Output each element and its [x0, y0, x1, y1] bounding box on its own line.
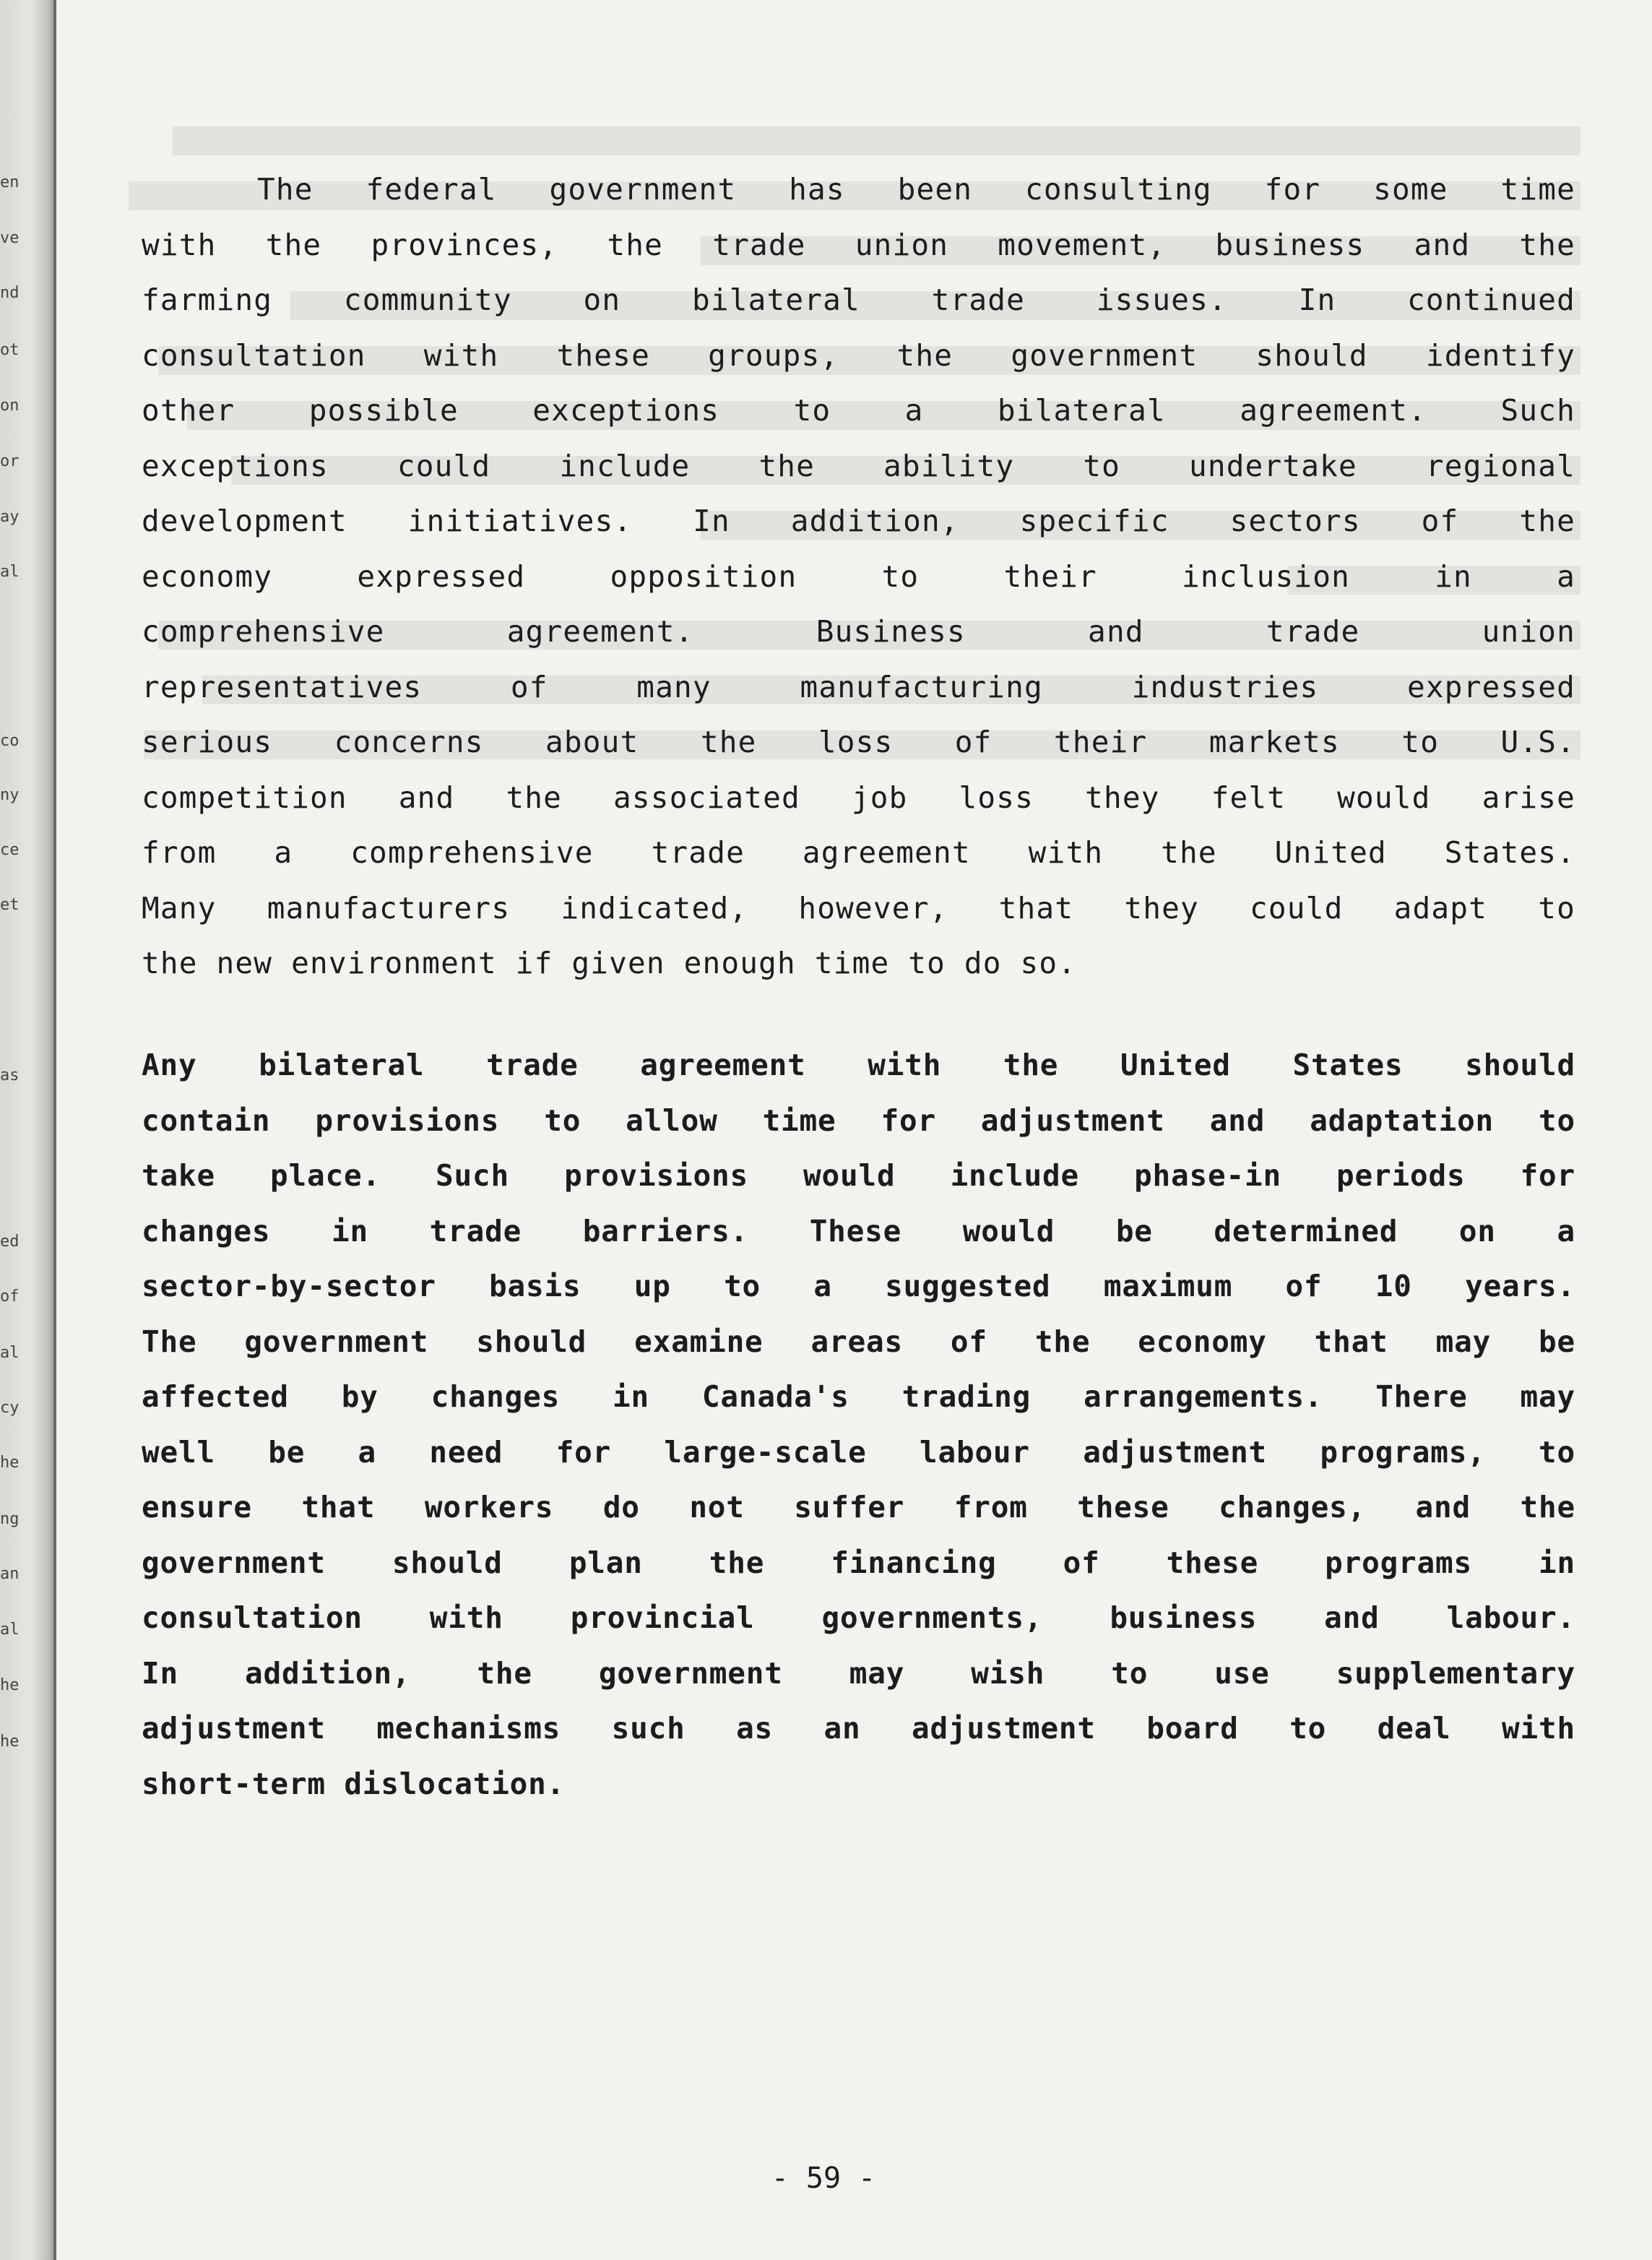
- text-line: adjustment mechanisms such as an adjustment board to deal with: [142, 1711, 1575, 1746]
- text-line: representatives of many manufacturing industries expressed: [142, 669, 1575, 704]
- margin-fragment: ed: [0, 1233, 19, 1251]
- margin-fragment: al: [0, 1344, 19, 1362]
- text-line: ensure that workers do not suffer from these changes, and the: [142, 1490, 1575, 1524]
- text-line: short-term dislocation.: [142, 1766, 566, 1801]
- margin-fragment: al: [0, 1621, 19, 1639]
- margin-fragment: or: [0, 452, 19, 470]
- text-line: affected by changes in Canada's trading arrangements. There may: [142, 1379, 1575, 1414]
- margin-fragment: ce: [0, 841, 19, 859]
- margin-fragment: co: [0, 732, 19, 750]
- margin-fragment: cy: [0, 1399, 19, 1417]
- margin-fragment: ve: [0, 229, 19, 247]
- margin-fragment: he: [0, 1454, 19, 1472]
- margin-fragment: an: [0, 1565, 19, 1583]
- margin-fragment: ng: [0, 1510, 19, 1528]
- margin-fragment: al: [0, 563, 19, 581]
- margin-fragment: ot: [0, 341, 19, 359]
- text-line: with the provinces, the trade union movement, business and the: [142, 227, 1575, 262]
- text-line: exceptions could include the ability to undertake regional: [142, 448, 1575, 483]
- text-line: the new environment if given enough time to do so.: [142, 946, 1077, 980]
- page-number: - 59 -: [771, 2162, 876, 2195]
- text-line: Any bilateral trade agreement with the United States should: [142, 1048, 1575, 1082]
- text-line: consultation with these groups, the government should identify: [142, 337, 1575, 373]
- margin-fragment: as: [0, 1066, 19, 1084]
- text-line: Many manufacturers indicated, however, that they could adapt to: [142, 890, 1575, 926]
- text-line: sector-by-sector basis up to a suggested maximum of 10 years.: [142, 1269, 1575, 1303]
- document-page: [56, 0, 1652, 2260]
- text-line: comprehensive agreement. Business and trade union: [142, 614, 1575, 649]
- text-line: well be a need for large-scale labour adjustment programs, to: [142, 1434, 1575, 1470]
- margin-fragment: he: [0, 1676, 19, 1694]
- text-line: The federal government has been consulting for some time: [257, 172, 1575, 207]
- margin-fragment: nd: [0, 284, 19, 302]
- margin-fragment: he: [0, 1733, 19, 1751]
- margin-fragment: ay: [0, 508, 19, 526]
- margin-fragment: en: [0, 173, 19, 191]
- text-line: competition and the associated job loss they felt would arise: [142, 780, 1575, 815]
- text-line: In addition, the government may wish to use supplementary: [142, 1655, 1575, 1691]
- text-line: changes in trade barriers. These would be determined on a: [142, 1213, 1575, 1248]
- text-line: development initiatives. In addition, specific sectors of the: [142, 504, 1575, 538]
- text-line: The government should examine areas of the economy that may be: [142, 1324, 1575, 1359]
- paragraph-adjustment: [142, 1038, 1575, 1811]
- text-line: serious concerns about the loss of their markets to U.S.: [142, 725, 1575, 759]
- text-line: government should plan the financing of these programs in: [142, 1545, 1575, 1580]
- text-line: other possible exceptions to a bilateral agreement. Such: [142, 393, 1575, 428]
- margin-fragment: on: [0, 397, 19, 415]
- text-line: from a comprehensive trade agreement with the United States.: [142, 835, 1575, 870]
- text-line: consultation with provincial governments, business and labour.: [142, 1600, 1575, 1635]
- text-line: economy expressed opposition to their inclusion in a: [142, 558, 1575, 594]
- previous-page-margin: [0, 0, 19, 2260]
- margin-fragment: ny: [0, 786, 19, 804]
- text-line: contain provisions to allow time for adjustment and adaptation to: [142, 1103, 1575, 1138]
- margin-fragment: et: [0, 896, 19, 914]
- text-line: farming community on bilateral trade issues. In continued: [142, 282, 1575, 317]
- paragraph-consultation: [142, 162, 1575, 991]
- margin-fragment: of: [0, 1288, 19, 1306]
- text-line: take place. Such provisions would include phase-in periods for: [142, 1158, 1575, 1193]
